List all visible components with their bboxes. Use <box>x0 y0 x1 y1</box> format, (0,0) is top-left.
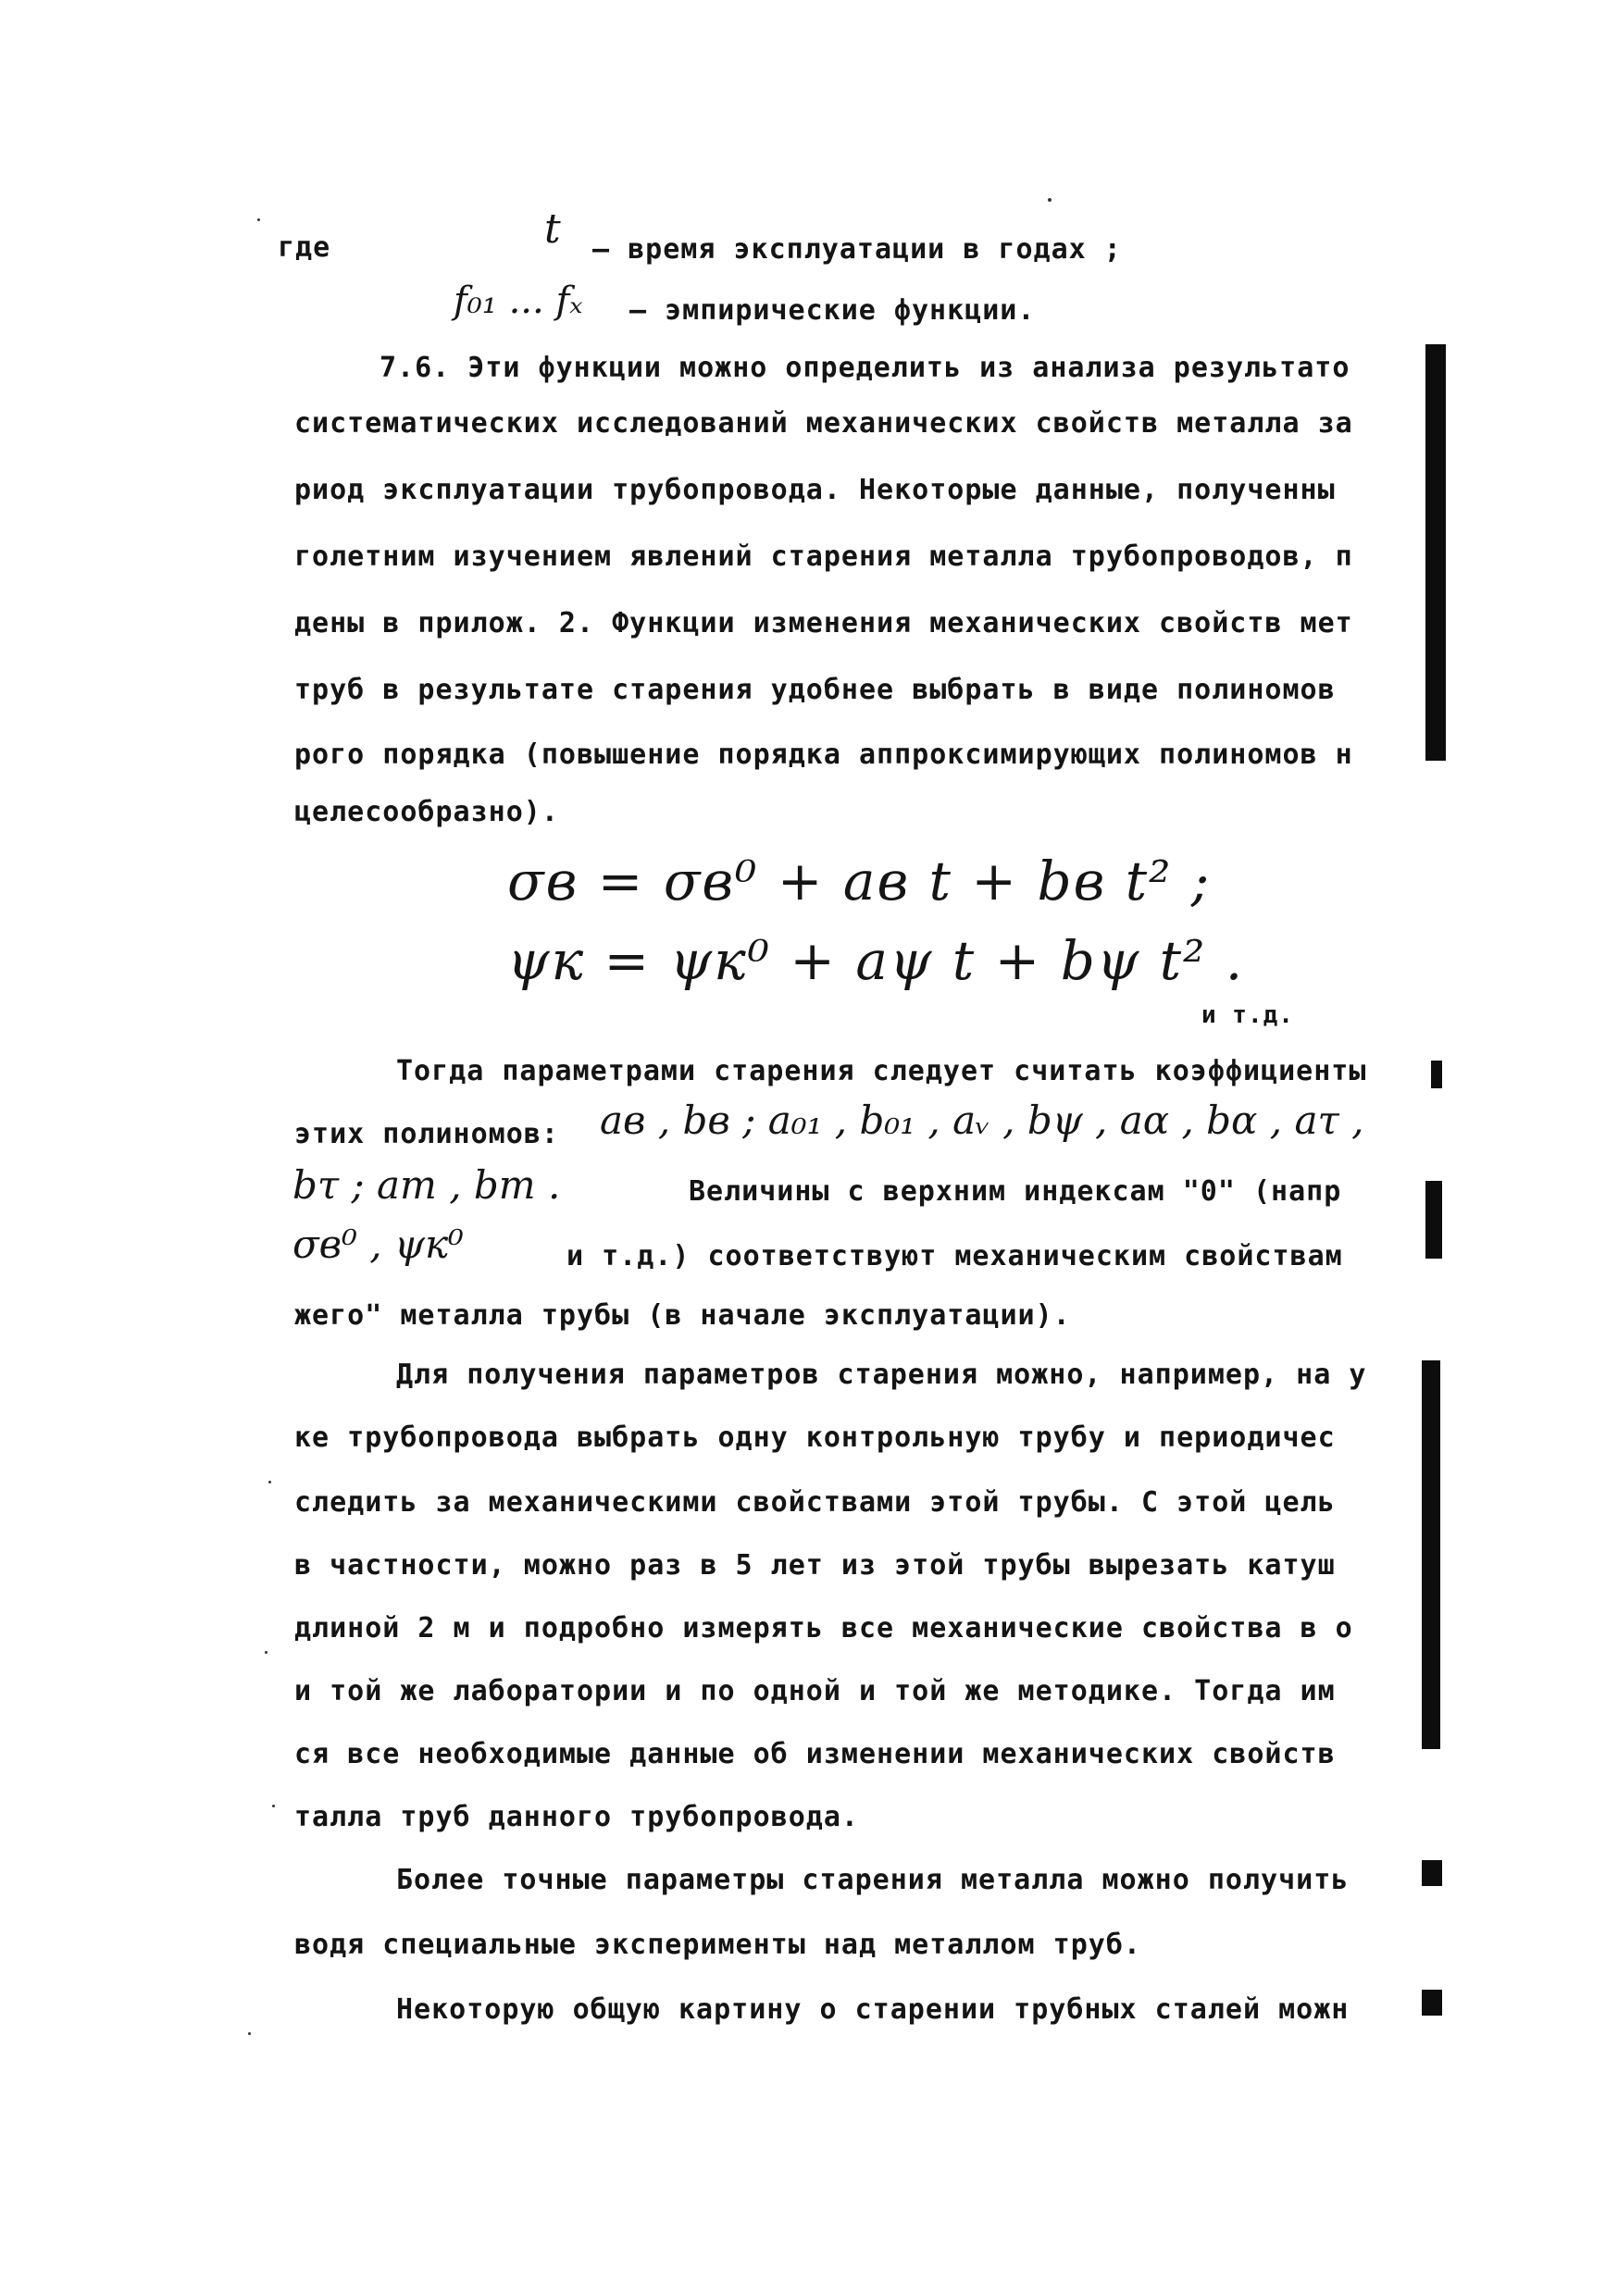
f-symbols: f₀₁ ... fₓ <box>454 279 583 322</box>
text-line: Для получения параметров старения можно, например, на у <box>396 1359 1367 1391</box>
text-line: голетним изучением явлений старения металла трубопроводов, п <box>294 540 1353 573</box>
text-line: систематических исследований механических свойств металла за <box>294 407 1353 440</box>
scan-speck <box>268 1481 271 1483</box>
scan-speck <box>1048 198 1052 202</box>
initial-values-symbols: σв⁰ , ψк⁰ <box>292 1222 464 1267</box>
scan-edge-bar <box>1431 1061 1442 1088</box>
t-definition: – время эксплуатации в годах ; <box>592 233 1122 266</box>
coefficient-symbols: aв , bв ; a₀₁ , b₀₁ , aᵥ , bψ , aα , bα , aτ , <box>600 1098 1364 1143</box>
f-definition: – эмпирические функции. <box>629 294 1036 327</box>
scan-edge-bar <box>1425 1181 1442 1259</box>
text-line: длиной 2 м и подробно измерять все механические свойства в о <box>294 1612 1353 1644</box>
etc-label: и т.д. <box>1201 1001 1294 1029</box>
text-line: жего" металла трубы (в начале эксплуатации). <box>294 1299 1071 1332</box>
scan-speck <box>248 2032 251 2035</box>
equation-psi: ψк = ψк⁰ + aψ t + bψ t² . <box>507 929 1245 992</box>
coefficient-symbols: bτ ; am , bm . <box>292 1162 561 1208</box>
text-line: этих полиномов: <box>294 1118 559 1150</box>
text-line: дены в прилож. 2. Функции изменения механических свойств мет <box>294 607 1353 639</box>
text-line: Величины с верхним индексам "0" (напр <box>689 1175 1342 1208</box>
text-line: Более точные параметры старения металла можно получить <box>396 1864 1350 1896</box>
text-line: риод эксплуатации трубопровода. Некоторые данные, полученны <box>294 474 1336 506</box>
t-symbol: t <box>544 205 561 253</box>
text-line: 7.6. Эти функции можно определить из анализа результато <box>380 352 1350 384</box>
text-line: труб в результате старения удобнее выбрать в виде полиномов <box>294 674 1336 706</box>
scan-speck <box>272 1805 275 1807</box>
text-line: следить за механическими свойствами этой трубы. С этой цель <box>294 1486 1336 1519</box>
scan-edge-bar <box>1422 1360 1440 1749</box>
scan-speck <box>265 1651 268 1654</box>
scan-edge-bar <box>1422 1860 1442 1886</box>
where-word: где <box>278 231 331 264</box>
text-line: водя специальные эксперименты над металлом труб. <box>294 1929 1141 1961</box>
text-line: в частности, можно раз в 5 лет из этой трубы вырезать катуш <box>294 1549 1336 1582</box>
scan-speck <box>257 218 260 221</box>
text-line: талла труб данного трубопровода. <box>294 1801 859 1833</box>
text-line: ся все необходимые данные об изменении механических свойств <box>294 1738 1336 1770</box>
text-line: целесообразно). <box>294 796 559 828</box>
text-line: Некоторую общую картину о старении трубных сталей можн <box>396 1993 1350 2026</box>
scan-edge-bar <box>1425 344 1446 761</box>
scan-edge-bar <box>1422 1990 1442 2016</box>
text-line: ке трубопровода выбрать одну контрольную трубу и периодичес <box>294 1421 1336 1454</box>
equation-sigma: σв = σв⁰ + aв t + bв t² ; <box>507 850 1212 912</box>
text-line: рого порядка (повышение порядка аппроксимирующих полиномов н <box>294 738 1353 771</box>
text-line: и той же лаборатории и по одной и той же методике. Тогда им <box>294 1675 1336 1707</box>
text-line: и т.д.) соответствуют механическим свойствам <box>566 1240 1343 1272</box>
text-line: Тогда параметрами старения следует считать коэффициенты <box>396 1055 1367 1087</box>
